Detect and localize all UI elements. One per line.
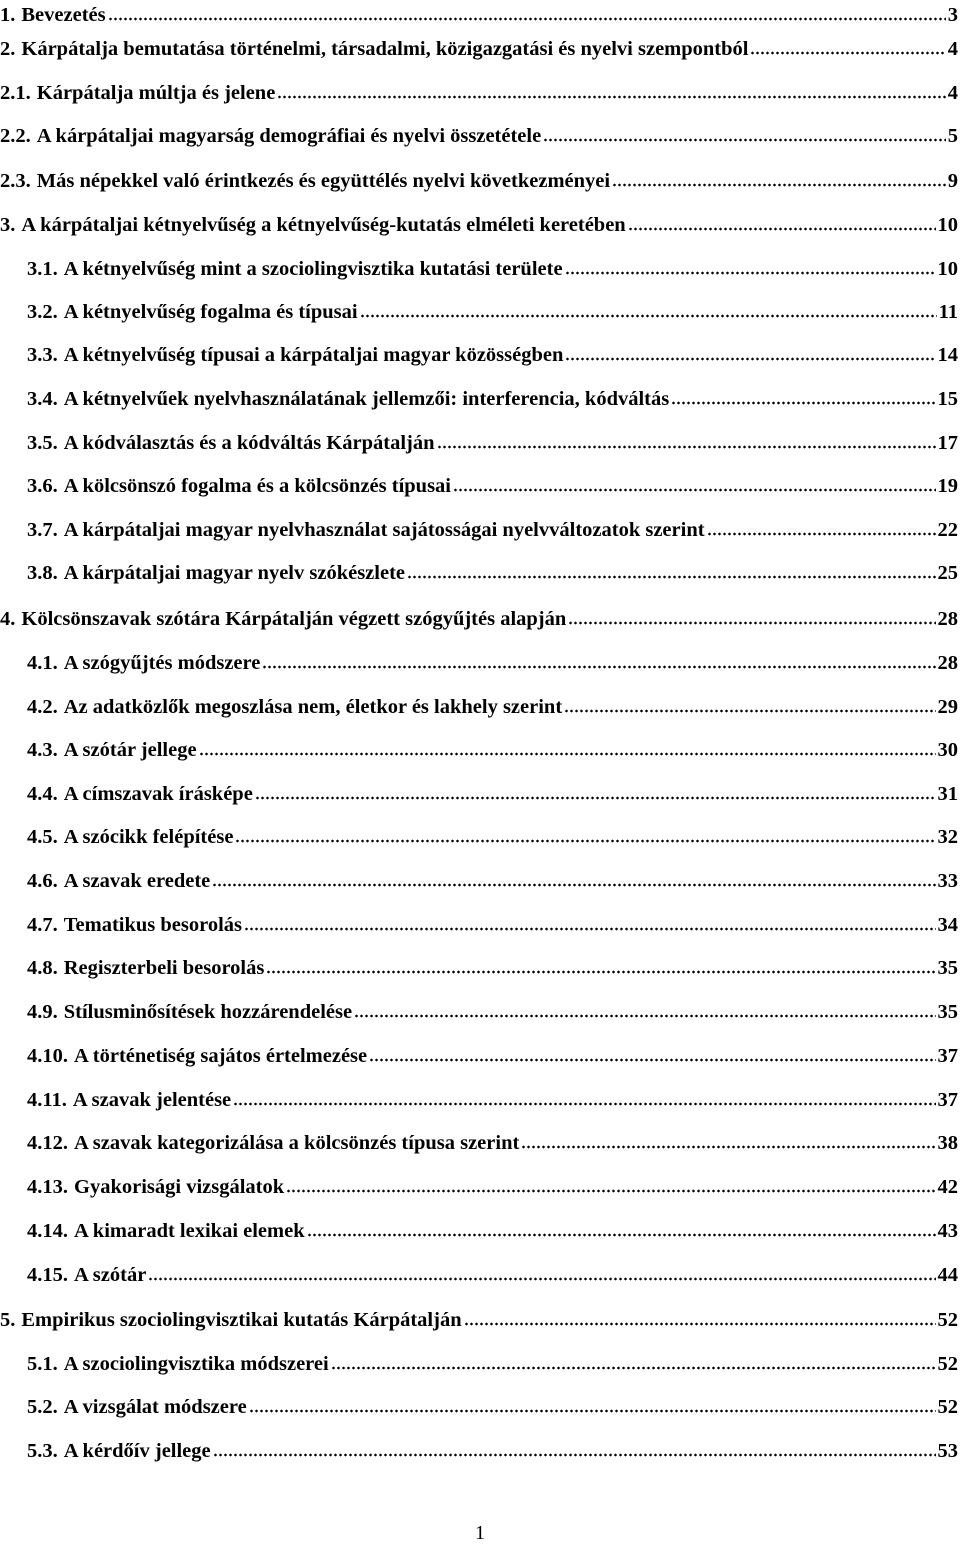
- toc-entry-number: 4.5.: [27, 826, 58, 848]
- toc-entry[interactable]: [27, 1436, 958, 1466]
- dot-leader: [750, 51, 945, 55]
- toc-entry-number: 4.14.: [27, 1220, 68, 1242]
- toc-entry-title: A szócikk felépítése: [63, 826, 234, 848]
- toc-entry-page: 10: [937, 214, 958, 236]
- toc-entry[interactable]: [27, 822, 958, 852]
- toc-entry-number: 4.3.: [27, 739, 58, 761]
- dot-leader: [286, 1189, 935, 1193]
- dot-leader: [255, 796, 936, 800]
- toc-entry-number: 4.11.: [27, 1089, 67, 1111]
- toc-entry-page: 28: [937, 652, 958, 674]
- dot-leader: [199, 752, 936, 756]
- toc-entry-page: 53: [937, 1440, 958, 1462]
- toc-entry[interactable]: [27, 866, 958, 896]
- toc-entry[interactable]: [27, 428, 958, 458]
- toc-entry-title: A szociolingvisztika módszerei: [63, 1353, 329, 1375]
- toc-entry[interactable]: [0, 166, 958, 196]
- dot-leader: [707, 532, 936, 536]
- toc-entry[interactable]: [27, 648, 958, 678]
- toc-entry-number: 5.2.: [27, 1396, 58, 1418]
- toc-entry-page: 22: [937, 519, 958, 541]
- toc-entry-title: A kétnyelvűség típusai a kárpátaljai magyar közösségben: [63, 344, 564, 366]
- toc-entry-title: Az adatközlők megoszlása nem, életkor és lakhely szerint: [63, 696, 563, 718]
- toc-entry-title: A kárpátaljai magyar nyelv szókészlete: [63, 562, 405, 584]
- toc-entry-title: A címszavak írásképe: [63, 783, 253, 805]
- toc-entry-number: 5.1.: [27, 1353, 58, 1375]
- dot-leader: [266, 970, 935, 974]
- toc-entry-title: Regiszterbeli besorolás: [63, 957, 265, 979]
- toc-entry[interactable]: [0, 1305, 958, 1335]
- toc-entry-title: A szótár jellege: [63, 739, 197, 761]
- toc-entry-title: Stílusminősítések hozzárendelése: [63, 1001, 353, 1023]
- toc-entry-page: 4: [947, 82, 958, 104]
- toc-entry-number: 3.6.: [27, 475, 58, 497]
- toc-entry-title: A kölcsönszó fogalma és a kölcsönzés típusai: [63, 475, 451, 497]
- dot-leader: [213, 1453, 936, 1457]
- dot-leader: [369, 1058, 935, 1062]
- toc-entry-title: Empirikus szociolingvisztikai kutatás Kárpátalján: [21, 1309, 462, 1331]
- dot-leader: [453, 488, 936, 492]
- dot-leader: [521, 1145, 935, 1149]
- toc-entry-number: 4.1.: [27, 652, 58, 674]
- toc-entry-number: 3.8.: [27, 562, 58, 584]
- toc-entry-title: A kétnyelvűség fogalma és típusai: [63, 301, 358, 323]
- dot-leader: [277, 95, 945, 99]
- toc-entry-number: 4.: [0, 608, 16, 630]
- toc-entry[interactable]: [27, 1085, 958, 1115]
- toc-entry-page: 10: [937, 258, 958, 280]
- page-number: 1: [475, 1522, 485, 1544]
- toc-entry-title: A kárpátaljai magyarság demográfiai és nyelvi összetétele: [36, 125, 542, 147]
- toc-entry[interactable]: [0, 604, 958, 634]
- toc-entry-title: A szógyűjtés módszere: [63, 652, 261, 674]
- toc-entry-title: Más népekkel való érintkezés és együttélés nyelvi következményei: [36, 170, 611, 192]
- toc-entry-page: 52: [937, 1396, 958, 1418]
- dot-leader: [262, 665, 935, 669]
- toc-entry-page: 31: [937, 783, 958, 805]
- toc-entry-number: 2.3.: [0, 170, 31, 192]
- toc-entry-number: 2.1.: [0, 82, 31, 104]
- toc-entry-number: 4.8.: [27, 957, 58, 979]
- toc-entry[interactable]: [0, 210, 958, 240]
- toc-entry[interactable]: [27, 910, 958, 940]
- toc-entry[interactable]: [27, 1041, 958, 1071]
- toc-entry[interactable]: [27, 779, 958, 809]
- toc-entry[interactable]: [0, 121, 958, 151]
- toc-entry-page: 25: [937, 562, 958, 584]
- toc-entry[interactable]: [0, 34, 958, 64]
- toc-entry-number: 3.7.: [27, 519, 58, 541]
- toc-entry[interactable]: [27, 471, 958, 501]
- toc-entry[interactable]: [27, 254, 958, 284]
- toc-entry-number: 4.13.: [27, 1176, 68, 1198]
- toc-entry-page: 37: [937, 1045, 958, 1067]
- toc-entry[interactable]: [0, 78, 958, 108]
- toc-entry-title: A szavak jelentése: [72, 1089, 232, 1111]
- toc-entry-title: Kölcsönszavak szótára Kárpátalján végzett szógyűjtés alapján: [21, 608, 567, 630]
- toc-entry[interactable]: [0, 0, 958, 30]
- dot-leader: [464, 1322, 936, 1326]
- toc-entry-title: Gyakorisági vizsgálatok: [74, 1176, 285, 1198]
- dot-leader: [233, 1102, 935, 1106]
- toc-entry-title: A kérdőív jellege: [63, 1440, 211, 1462]
- toc-entry-title: A szótár: [74, 1264, 147, 1286]
- toc-entry-title: Tematikus besorolás: [63, 914, 243, 936]
- toc-entry-page: 29: [937, 696, 958, 718]
- toc-entry-title: A kimaradt lexikai elemek: [74, 1220, 305, 1242]
- toc-entry-number: 3.2.: [27, 301, 58, 323]
- toc-entry-title: A kétnyelvűek nyelvhasználatának jellemzői: interferencia, kódváltás: [63, 388, 670, 410]
- toc-entry-title: A vizsgálat módszere: [63, 1396, 247, 1418]
- dot-leader: [249, 1409, 936, 1413]
- toc-entry-page: 32: [937, 826, 958, 848]
- dot-leader: [148, 1277, 935, 1281]
- toc-entry-page: 38: [937, 1132, 958, 1154]
- toc-entry[interactable]: [27, 1260, 958, 1290]
- dot-leader: [628, 227, 936, 231]
- toc-entry-page: 33: [937, 870, 958, 892]
- toc-entry-title: A szavak eredete: [63, 870, 211, 892]
- toc-entry-number: 1.: [0, 4, 16, 26]
- dot-leader: [331, 1366, 936, 1370]
- toc-entry[interactable]: [27, 1216, 958, 1246]
- toc-entry-page: 44: [937, 1264, 958, 1286]
- dot-leader: [565, 357, 935, 361]
- toc-entry-number: 3.4.: [27, 388, 58, 410]
- toc-entry-number: 3.1.: [27, 258, 58, 280]
- toc-entry-page: 4: [947, 38, 958, 60]
- toc-entry-number: 2.2.: [0, 125, 31, 147]
- toc-entry-page: 35: [937, 1001, 958, 1023]
- toc-entry-title: A kárpátaljai magyar nyelvhasználat sajátosságai nyelvváltozatok szerint: [63, 519, 705, 541]
- toc-entry[interactable]: [27, 1349, 958, 1379]
- toc-entry-title: A kárpátaljai kétnyelvűség a kétnyelvűség-kutatás elméleti keretében: [21, 214, 626, 236]
- dot-leader: [565, 271, 936, 275]
- toc-entry-page: 11: [938, 301, 958, 323]
- toc-entry-page: 9: [947, 170, 958, 192]
- toc-entry-title: Kárpátalja bemutatása történelmi, társadalmi, közigazgatási és nyelvi szempontból: [21, 38, 749, 60]
- toc-entry-title: A kétnyelvűség mint a szociolingvisztika kutatási területe: [63, 258, 563, 280]
- toc-entry[interactable]: [27, 997, 958, 1027]
- toc-entry-number: 4.12.: [27, 1132, 68, 1154]
- dot-leader: [612, 183, 946, 187]
- dot-leader: [407, 575, 936, 579]
- toc-entry-number: 5.: [0, 1309, 16, 1331]
- toc-entry-number: 3.: [0, 214, 16, 236]
- dot-leader: [212, 883, 935, 887]
- toc-entry[interactable]: [27, 558, 958, 588]
- toc-entry-number: 2.: [0, 38, 16, 60]
- toc-entry-number: 5.3.: [27, 1440, 58, 1462]
- toc-entry-page: 5: [947, 125, 958, 147]
- toc-entry-title: A történetiség sajátos értelmezése: [74, 1045, 368, 1067]
- toc-entry-page: 14: [937, 344, 958, 366]
- toc-entry-number: 4.4.: [27, 783, 58, 805]
- toc-entry-number: 4.7.: [27, 914, 58, 936]
- toc-entry[interactable]: [27, 515, 958, 545]
- dot-leader: [437, 445, 936, 449]
- toc-entry-page: 35: [937, 957, 958, 979]
- toc-entry-page: 15: [937, 388, 958, 410]
- toc-entry[interactable]: [27, 297, 958, 327]
- dot-leader: [307, 1233, 936, 1237]
- toc-entry-page: 52: [937, 1309, 958, 1331]
- toc-entry-number: 3.3.: [27, 344, 58, 366]
- dot-leader: [235, 839, 935, 843]
- dot-leader: [360, 314, 937, 318]
- toc-entry[interactable]: [27, 340, 958, 370]
- toc-entry-page: 30: [937, 739, 958, 761]
- toc-entry-page: 3: [947, 4, 958, 26]
- toc-entry-page: 34: [937, 914, 958, 936]
- toc-entry-number: 3.5.: [27, 432, 58, 454]
- toc-entry-page: 28: [937, 608, 958, 630]
- dot-leader: [671, 401, 935, 405]
- toc-entry-title: A szavak kategorizálása a kölcsönzés típusa szerint: [74, 1132, 520, 1154]
- dot-leader: [244, 927, 935, 931]
- toc-entry[interactable]: [27, 735, 958, 765]
- toc-entry-number: 4.10.: [27, 1045, 68, 1067]
- toc-entry-page: 17: [937, 432, 958, 454]
- toc-entry-number: 4.6.: [27, 870, 58, 892]
- dot-leader: [354, 1014, 935, 1018]
- toc-entry[interactable]: [27, 1172, 958, 1202]
- toc-entry[interactable]: [27, 953, 958, 983]
- dot-leader: [543, 138, 946, 142]
- dot-leader: [568, 621, 935, 625]
- dot-leader: [108, 17, 946, 21]
- toc-entry-number: 4.9.: [27, 1001, 58, 1023]
- toc-entry-number: 4.2.: [27, 696, 58, 718]
- toc-entry[interactable]: [27, 692, 958, 722]
- toc-entry-page: 19: [937, 475, 958, 497]
- toc-entry-page: 37: [937, 1089, 958, 1111]
- toc-entry[interactable]: [27, 1128, 958, 1158]
- toc-entry-number: 4.15.: [27, 1264, 68, 1286]
- toc-entry-title: Bevezetés: [21, 4, 106, 26]
- toc-entry-page: 52: [937, 1353, 958, 1375]
- toc-entry-page: 42: [937, 1176, 958, 1198]
- dot-leader: [564, 709, 935, 713]
- toc-entry[interactable]: [27, 384, 958, 414]
- toc-entry-title: Kárpátalja múltja és jelene: [36, 82, 276, 104]
- toc-entry-title: A kódválasztás és a kódváltás Kárpátalján: [63, 432, 435, 454]
- toc-entry[interactable]: [27, 1392, 958, 1422]
- toc-entry-page: 43: [937, 1220, 958, 1242]
